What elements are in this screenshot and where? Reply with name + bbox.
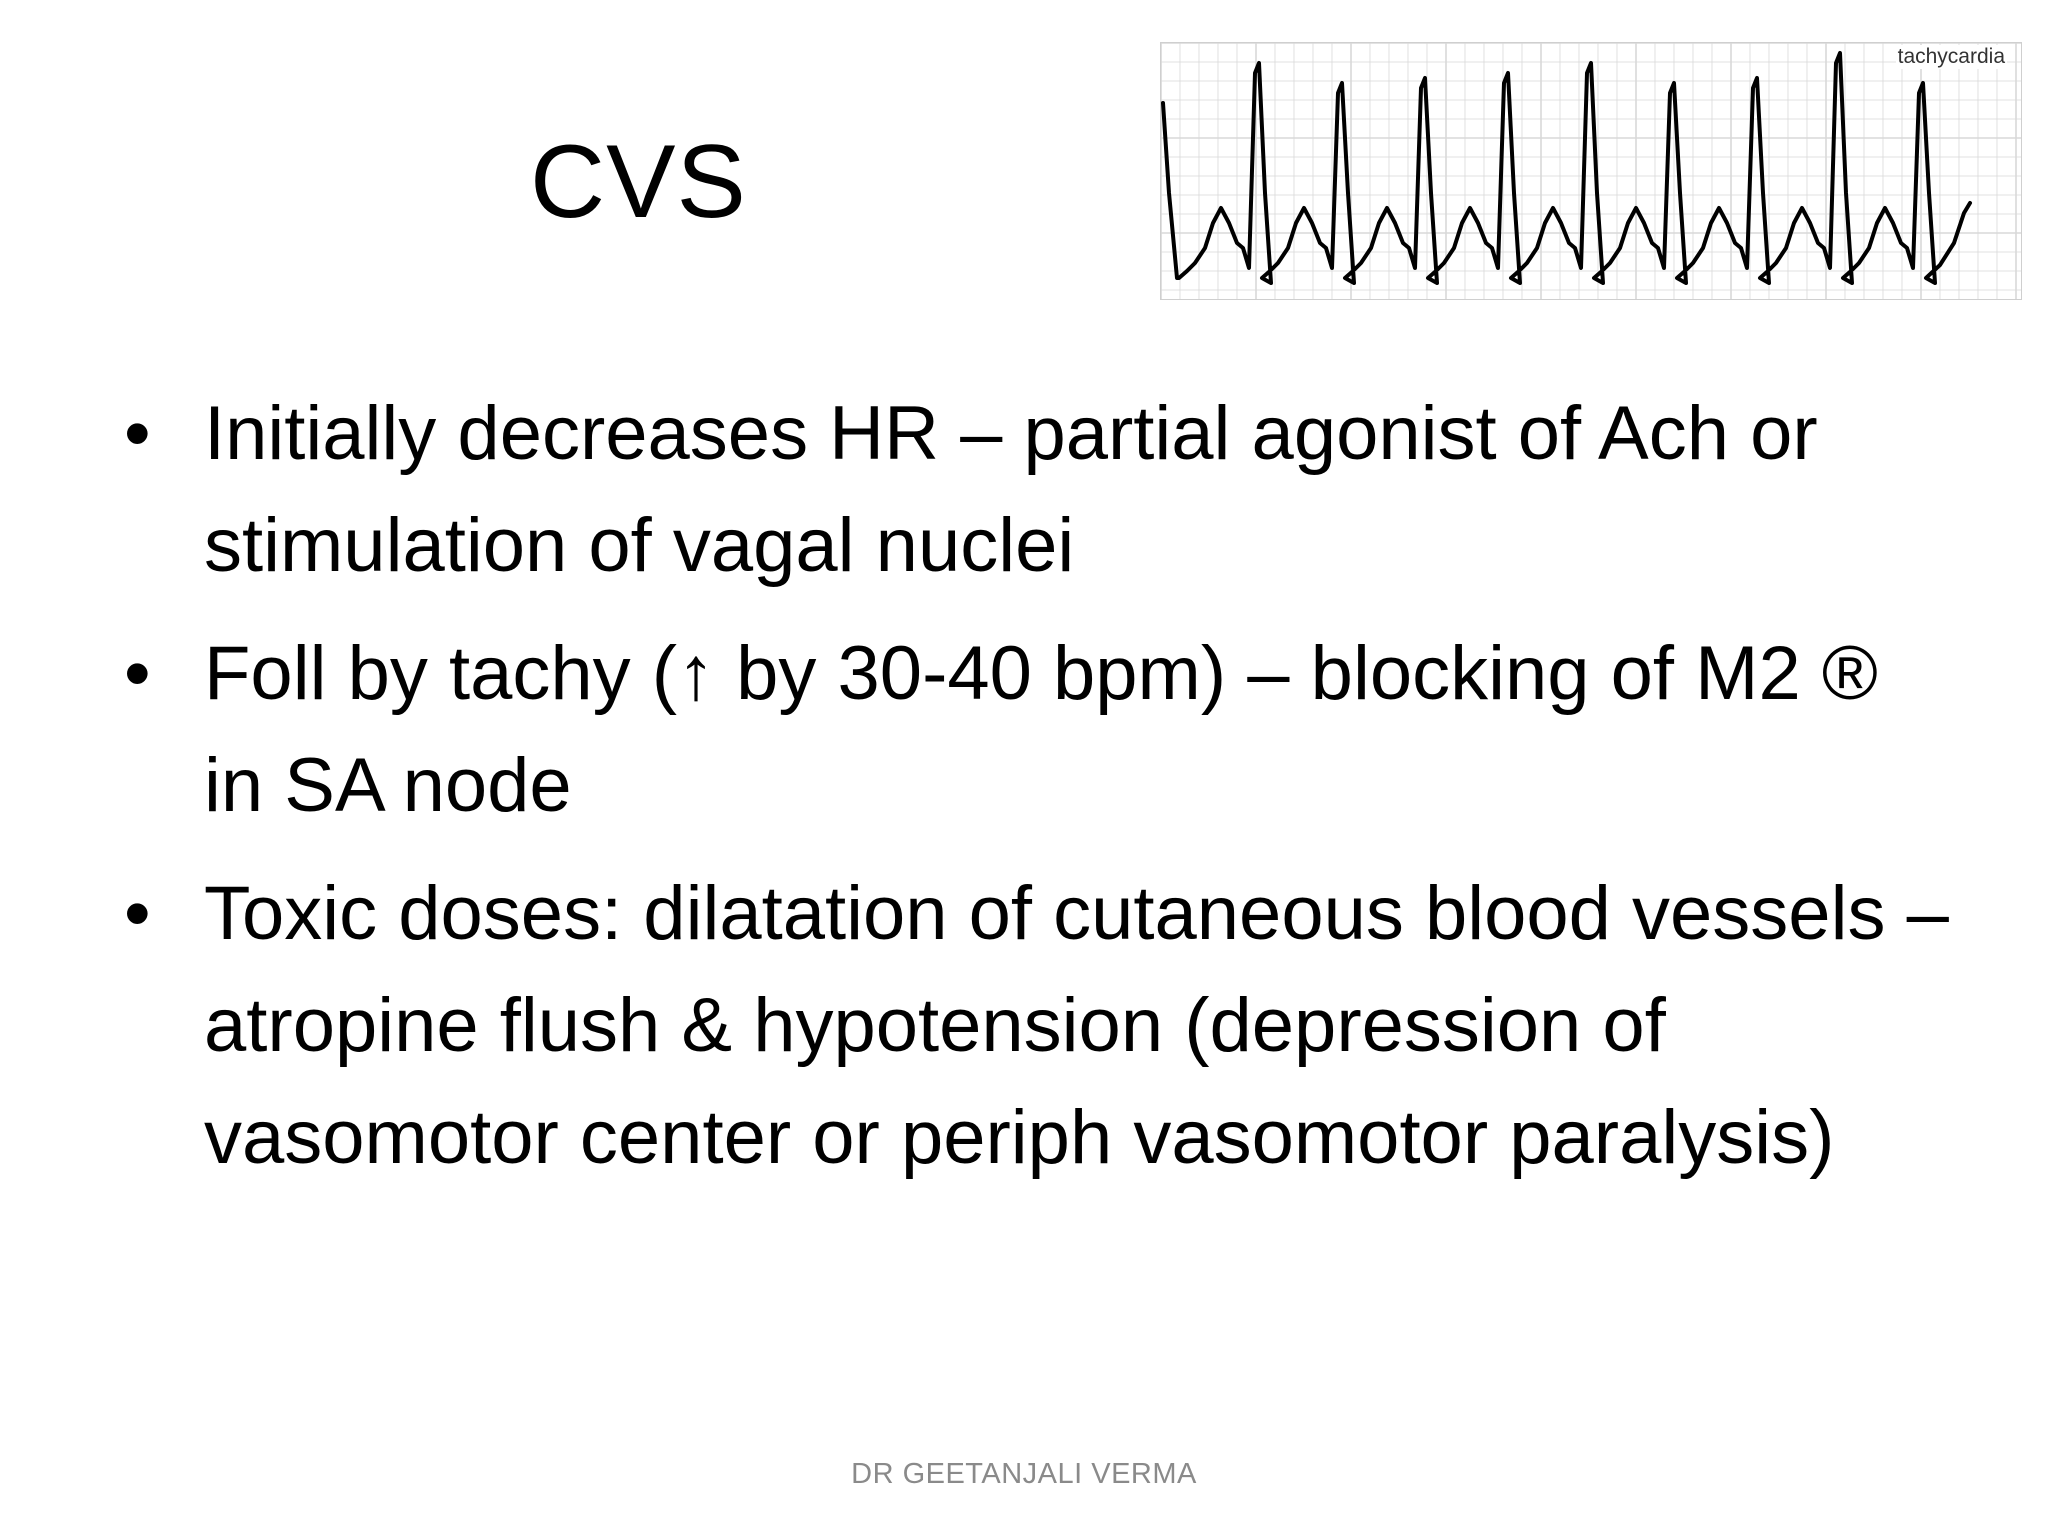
bullet-item [120,618,1950,842]
ecg-strip [1161,43,2021,299]
bullet-text: Foll by tachy (↑ by 30-40 bpm) – blocking of M2 ® in SA node [204,631,1878,828]
bullet-marker: • [124,391,151,476]
bullet-item [120,858,1950,1194]
ecg-trace-line [1163,53,1970,283]
footer-author: DR GEETANJALI VERMA [851,1458,1197,1490]
slide-title: CVS [530,124,747,240]
ecg-caption: tachycardia [1897,45,2005,68]
bullet-text: Toxic doses: dilatation of cutaneous blood vessels – atropine flush & hypotension (depression of vasomotor center or periph vasomotor paralysis) [204,871,1949,1180]
ecg-tachycardia-image [1160,42,2022,300]
bullet-marker: • [124,871,151,956]
bullet-marker: • [124,631,151,716]
bullet-text: Initially decreases HR – partial agonist of Ach or stimulation of vagal nuclei [204,391,1818,588]
bullet-list [120,378,1950,1210]
bullet-item [120,378,1950,602]
